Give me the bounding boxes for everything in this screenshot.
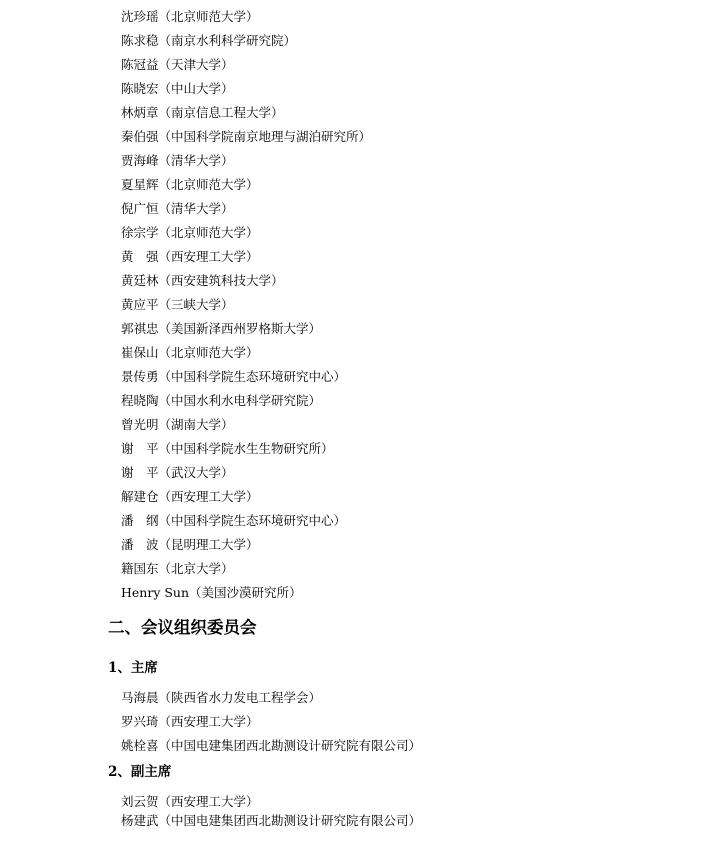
list-item (121, 153, 234, 169)
member-name: 陈冠益 (121, 57, 159, 72)
list-item (121, 794, 259, 810)
list-item (121, 489, 259, 505)
list-item (121, 297, 234, 313)
member-org: （ 西安建筑科技大学 ） (159, 273, 284, 288)
list-item (121, 465, 234, 481)
member-name: 黄应平 (121, 297, 159, 312)
list-item (121, 441, 334, 457)
list-item (121, 249, 259, 265)
member-name: 潘 波 (121, 537, 159, 552)
member-name: 解建仓 (121, 489, 159, 504)
member-name: 夏星辉 (121, 177, 159, 192)
list-item (121, 177, 259, 193)
member-name: 黄廷林 (121, 273, 159, 288)
member-org: （ 中国科学院南京地理与湖泊研究所 ） (159, 129, 372, 144)
member-org: （ 北京师范大学 ） (159, 225, 259, 240)
member-org: （ 西安理工大学 ） (159, 794, 259, 809)
member-name: 陈晓宏 (121, 81, 159, 96)
member-name: 郭祺忠 (121, 321, 159, 336)
list-item (121, 225, 259, 241)
member-name: Henry Sun (121, 585, 190, 600)
member-org: （ 美国新泽西州罗格斯大学 ） (159, 321, 322, 336)
list-item (121, 813, 421, 829)
member-org: （ 南京水利科学研究院 ） (159, 33, 297, 48)
member-name: 谢 平 (121, 441, 159, 456)
member-org: （ 中国电建集团西北勘测设计研究院有限公司 ） (159, 813, 422, 828)
list-item (121, 393, 321, 409)
list-item (121, 273, 284, 289)
member-org: （ 北京师范大学 ） (159, 345, 259, 360)
member-org: （ 中国电建集团西北勘测设计研究院有限公司 ） (159, 738, 422, 753)
member-org: （ 北京师范大学 ） (159, 177, 259, 192)
member-org: （ 中国水利水电科学研究院 ） (159, 393, 322, 408)
member-org: （ 清华大学 ） (159, 201, 234, 216)
list-item (121, 321, 321, 337)
member-name: 徐宗学 (121, 225, 159, 240)
subsection-heading-chair: 1、主席 (108, 660, 158, 676)
list-item (121, 714, 259, 730)
member-name: 崔保山 (121, 345, 159, 360)
list-item (121, 129, 371, 145)
member-org: （ 中国科学院生态环境研究中心 ） (159, 369, 347, 384)
list-item (121, 81, 234, 97)
member-name: 倪广恒 (121, 201, 159, 216)
list-item (121, 57, 234, 73)
member-name: 曾光明 (121, 417, 159, 432)
list-item (121, 513, 346, 529)
member-org: （ 西安理工大学 ） (159, 489, 259, 504)
member-org: （ 武汉大学 ） (159, 465, 234, 480)
member-org: （ 中国科学院生态环境研究中心 ） (159, 513, 347, 528)
member-name: 景传勇 (121, 369, 159, 384)
list-item (121, 105, 284, 121)
member-name: 潘 纲 (121, 513, 159, 528)
member-name: 黄 强 (121, 249, 159, 264)
member-org: （ 北京大学 ） (159, 561, 234, 576)
member-name: 秦伯强 (121, 129, 159, 144)
member-org: （ 中国科学院水生生物研究所 ） (159, 441, 334, 456)
member-name: 罗兴琦 (121, 714, 159, 729)
member-name: 林炳章 (121, 105, 159, 120)
member-org: （ 北京师范大学 ） (159, 9, 259, 24)
list-item (121, 369, 346, 385)
member-name: 陈求稳 (121, 33, 159, 48)
list-item (121, 417, 234, 433)
list-item (121, 738, 421, 754)
list-item (121, 690, 321, 706)
member-org: （ 西安理工大学 ） (159, 249, 259, 264)
member-name: 杨建武 (121, 813, 159, 828)
member-name: 马海晨 (121, 690, 159, 705)
member-org: （ 昆明理工大学 ） (159, 537, 259, 552)
member-org: （ 中山大学 ） (159, 81, 234, 96)
member-name: 贾海峰 (121, 153, 159, 168)
member-name: 沈珍瑶 (121, 9, 159, 24)
list-item (121, 201, 234, 217)
list-item (121, 561, 234, 577)
member-org: （ 南京信息工程大学 ） (159, 105, 284, 120)
member-name: 刘云贺 (121, 794, 159, 809)
member-name: 程晓陶 (121, 393, 159, 408)
member-org: （ 陕西省水力发电工程学会 ） (159, 690, 322, 705)
member-org: （ 西安理工大学 ） (159, 714, 259, 729)
list-item (121, 345, 259, 361)
member-name: 谢 平 (121, 465, 159, 480)
list-item (121, 537, 259, 553)
member-org: （ 湖南大学 ） (159, 417, 234, 432)
member-org: （ 美国沙漠研究所 ） (189, 585, 302, 600)
list-item (121, 33, 296, 49)
member-org: （ 天津大学 ） (159, 57, 234, 72)
member-org: （ 三峡大学 ） (159, 297, 234, 312)
list-item (121, 585, 302, 601)
subsection-heading-vice-chair: 2、副主席 (108, 764, 172, 780)
member-name: 籍国东 (121, 561, 159, 576)
member-name: 姚栓喜 (121, 738, 159, 753)
section-heading: 二、会议组织委员会 (108, 618, 257, 637)
member-org: （ 清华大学 ） (159, 153, 234, 168)
list-item (121, 9, 259, 25)
